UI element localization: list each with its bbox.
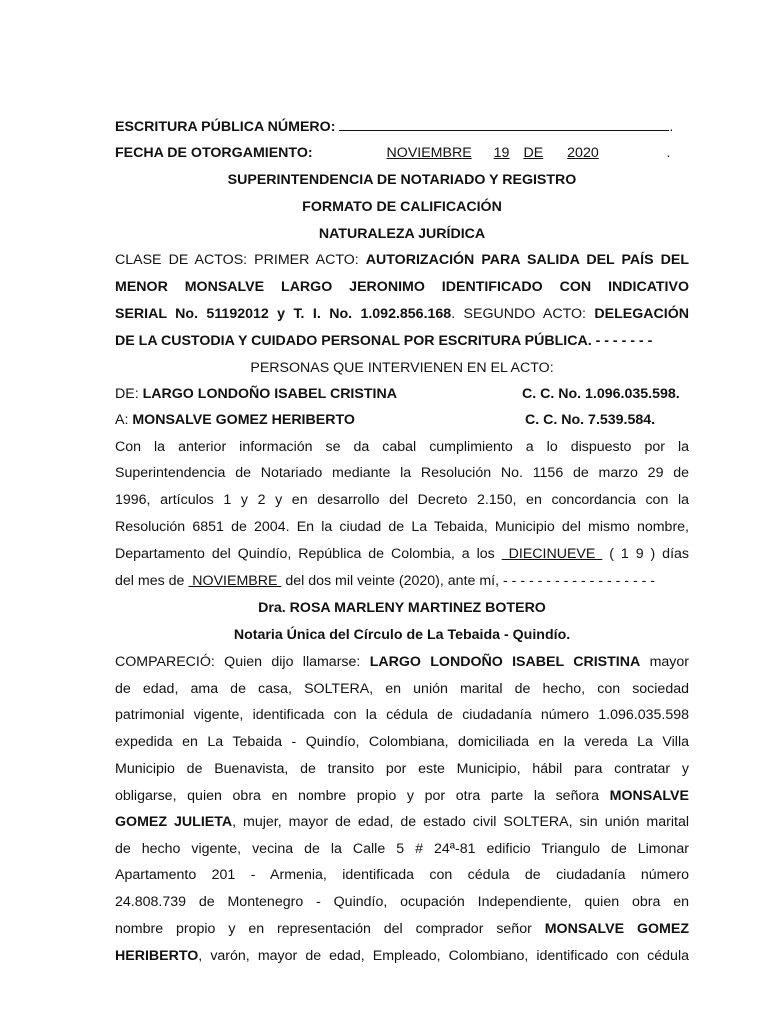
comparecio-line-6 [115,785,689,807]
a-label: A: [115,412,129,428]
body-line-6 [115,570,689,592]
comparecio-line-4: expedida en La Tebaida - Quindío, Colombiana, domiciliada en la vereda La Villa [115,734,689,750]
fecha-end: . [666,145,671,161]
comparecio-line-11 [115,918,689,940]
comparecio-line-9: Apartamento 201 - Armenia, identificada con cédula de ciudadanía número [115,867,689,883]
escritura-label: ESCRITURA PÚBLICA NÚMERO: [115,119,336,135]
comparecio-line-8: de hecho vigente, vecina de la Calle 5 # 24ª-81 edificio Triangulo de Limonar [115,841,689,857]
fecha-month: NOVIEMBRE [386,145,472,161]
escritura-end: . [669,119,674,135]
a-name: MONSALVE GOMEZ HERIBERTO [132,412,355,428]
julieta-name: GOMEZ JULIETA [115,814,233,830]
body-line-5 [115,543,689,565]
comparecio-line-6-text: obligarse, quien obra en nombre propio y por otra parte la señora [115,788,599,804]
day-written: DIECINUEVE [501,546,603,562]
compareciente-name: LARGO LONDOÑO ISABEL CRISTINA [369,654,641,670]
heriberto-name: HERIBERTO [115,948,199,964]
actos-line-2 [115,276,689,298]
segundo-acto-label: . SEGUNDO ACTO: [451,306,586,322]
escritura-number-blank [339,115,669,131]
notaria-title-text: Notaria Única del Círculo de La Tebaida - Quindío. [233,627,571,643]
comparecio-line-11-text: nombre propio y en representación del comprador señor [115,921,532,937]
de-id: C. C. No. 1.096.035.598. [522,386,680,402]
body-line-5-text: Departamento del Quindío, República de Colombia, a los [115,546,495,562]
comparecio-line-3: patrimonial vigente, identificada con la cédula de ciudadanía número 1.096.035.598 [115,707,689,723]
a-id: C. C. No. 7.539.584. [525,412,656,428]
julieta-surname: MONSALVE [609,788,689,804]
comparecio-line-7 [115,811,689,833]
body-line-6-text: del mes de [115,573,185,589]
actos-line-3 [115,303,689,325]
actos-line-1 [115,249,689,271]
title-formato-text: FORMATO DE CALIFICACIÓN [302,199,502,215]
title-superintendencia-text: SUPERINTENDENCIA DE NOTARIADO Y REGISTRO [227,172,577,188]
de-name: LARGO LONDOÑO ISABEL CRISTINA [142,386,397,402]
primer-acto-text: AUTORIZACIÓN PARA SALIDA DEL PAÍS DEL [365,252,690,268]
notaria-title [115,624,689,646]
menor-text: MENOR MONSALVE LARGO JERONIMO IDENTIFICADO CON INDICATIVO [115,279,689,295]
fecha-value [317,142,667,164]
day-number: ( 1 9 ) días [602,546,689,562]
comparecio-line-1 [115,651,689,673]
actos-line-4 [115,330,689,352]
comparecio-line-12-text: , varón, mayor de edad, Empleado, Colombiano, identificado con cédula [198,948,689,964]
notaria-name [115,597,689,619]
body-line-3: 1996, artículos 1 y 2 y en desarrollo del Decreto 2.150, en concordancia con la [115,492,689,508]
title-superintendencia [115,169,689,191]
persona-a-row [115,409,689,431]
fecha-year: 2020 [567,145,599,161]
comparecio-line-5: Municipio de Buenavista, de transito por este Municipio, hábil para contratar y [115,761,689,777]
year-text: del dos mil veinte (2020), ante mí, - - - - - - - - - - - - - - - - - - [281,573,656,589]
serial-text: SERIAL No. 51192012 y T. I. No. 1.092.856.168 [115,306,452,322]
delegacion-text: DELEGACIÓN [594,306,689,322]
comparecio-line-12 [115,945,689,967]
fecha-de: DE [523,145,544,161]
comparecio-line-10: 24.808.739 de Montenegro - Quindío, ocupación Independiente, quien obra en [115,894,689,910]
month-written: NOVIEMBRE [188,573,282,589]
notaria-name-text: Dra. ROSA MARLENY MARTINEZ BOTERO [258,600,546,616]
title-naturaleza [115,223,689,245]
fecha-label: FECHA DE OTORGAMIENTO: [115,145,313,161]
comparecio-line-7-text: , mujer, mayor de edad, de estado civil SOLTERA, sin unión marital [232,814,689,830]
escritura-line [115,115,689,137]
comparecio-label: COMPARECIÓ: Quien dijo llamarse: [115,654,361,670]
title-formato [115,196,689,218]
custodia-text: DE LA CUSTODIA Y CUIDADO PERSONAL POR ESCRITURA PÚBLICA. - - - - - - - [115,333,653,349]
body-line-4: Resolución 6851 de 2004. En la ciudad de La Tebaida, Municipio del mismo nombre, [115,519,689,535]
comparecio-line-2: de edad, ama de casa, SOLTERA, en unión marital de hecho, con sociedad [115,681,689,697]
comparecio-mayor: mayor [649,654,689,670]
fecha-day: 19 [493,145,510,161]
body-line-2: Superintendencia de Notariado mediante la Resolución No. 1156 de marzo 29 de [115,465,689,481]
title-naturaleza-text: NATURALEZA JURÍDICA [318,226,486,242]
personas-heading: PERSONAS QUE INTERVIENEN EN EL ACTO: [250,360,554,376]
body-line-1: Con la anterior información se da cabal cumplimiento a lo dispuesto por la [115,439,689,455]
de-label: DE: [115,386,139,402]
heriberto-surname: MONSALVE GOMEZ [544,921,689,937]
persona-de-row [115,383,689,405]
fecha-line [115,142,689,164]
actos-prefix: CLASE DE ACTOS: PRIMER ACTO: [115,252,359,268]
